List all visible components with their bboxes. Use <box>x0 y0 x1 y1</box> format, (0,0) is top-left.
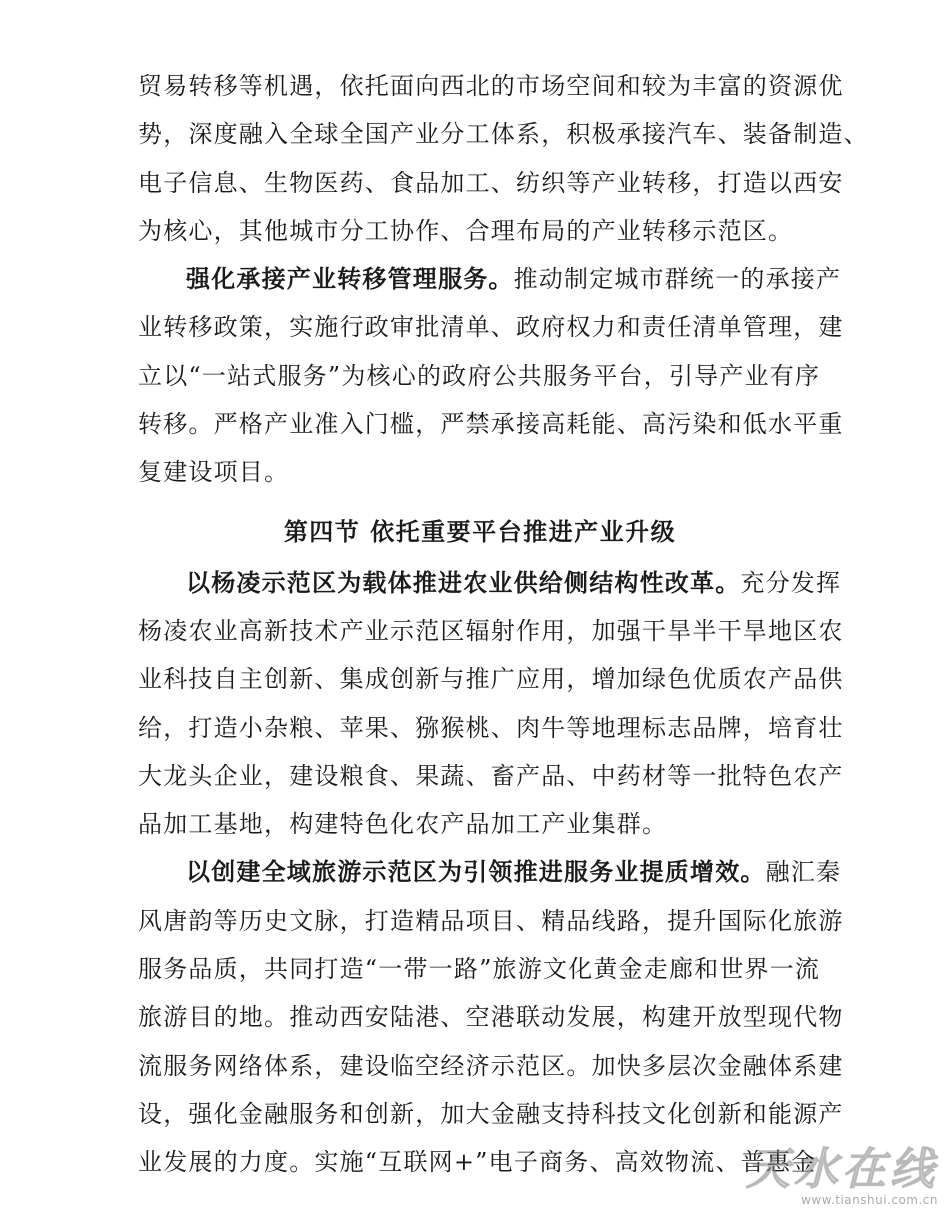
section-heading: 第四节 依托重要平台推进产业升级 <box>283 516 677 546</box>
paragraph-text: 充分发挥 <box>740 568 842 597</box>
text-line: 立以“一站式服务”为核心的政府公共服务平台，引导产业有序 <box>138 361 821 390</box>
text-line: 风唐韵等历史文脉，打造精品项目、精品线路，提升国际化旅游 <box>138 906 844 935</box>
text-line: 服务品质，共同打造“一带一路”旅游文化黄金走廊和世界一流 <box>138 955 821 984</box>
paragraph-lead: 以杨凌示范区为载体推进农业供给侧结构性改革。 <box>186 567 741 597</box>
paragraph-lead: 强化承接产业转移管理服务。 <box>186 264 514 294</box>
text-line: 流服务网络体系，建设临空经济示范区。加快多层次金融体系建 <box>138 1051 844 1080</box>
text-line: 设，强化金融服务和创新，加大金融支持科技文化创新和能源产 <box>138 1099 844 1128</box>
text-line: 业转移政策，实施行政审批清单、政府权力和责任清单管理，建 <box>138 313 844 342</box>
text-line: 杨凌农业高新技术产业示范区辐射作用，加强干旱半干旱地区农 <box>138 616 844 645</box>
paragraph-lead: 以创建全域旅游示范区为引领推进服务业提质增效。 <box>186 857 766 887</box>
text-line: 给，打造小杂粮、苹果、猕猴桃、肉牛等地理标志品牌，培育壮 <box>138 713 844 742</box>
text-line: 业科技自主创新、集成创新与推广应用，增加绿色优质农产品供 <box>138 665 844 694</box>
paragraph-text: 融汇秦 <box>765 858 842 887</box>
text-line: 复建设项目。 <box>138 458 290 487</box>
text-line: 为核心，其他城市分工协作、合理布局的产业转移示范区。 <box>138 216 794 245</box>
text-line: 电子信息、生物医药、食品加工、纺织等产业转移，打造以西安 <box>138 168 844 197</box>
text-line: 势，深度融入全球全国产业分工体系，积极承接汽车、装备制造、 <box>138 120 869 149</box>
watermark-url: www.tianshui.com.cn <box>801 1193 938 1207</box>
text-line: 业发展的力度。实施“互联网+”电子商务、高效物流、普惠金 <box>138 1148 817 1177</box>
watermark-logo: 天水在线 <box>746 1144 938 1195</box>
text-line: 品加工基地，构建特色化农产品加工产业集群。 <box>138 810 668 839</box>
paragraph <box>138 848 844 1186</box>
text-line: 贸易转移等机遇，依托面向西北的市场空间和较为丰富的资源优 <box>138 72 844 100</box>
text-line: 旅游目的地。推动西安陆港、空港联动发展，构建开放型现代物 <box>138 1003 844 1032</box>
paragraph <box>138 559 844 849</box>
paragraph-text: 推动制定城市群统一的承接产 <box>513 265 842 294</box>
text-line: 大龙头企业，建设粮食、果蔬、畜产品、中药材等一批特色农产 <box>138 761 844 790</box>
text-line: 转移。严格产业准入门槛，严禁承接高耗能、高污染和低水平重 <box>138 410 844 439</box>
text-line <box>138 848 842 896</box>
paragraph <box>138 62 869 255</box>
paragraph <box>138 255 844 496</box>
site-watermark <box>746 1144 938 1207</box>
text-line <box>138 255 842 303</box>
text-line <box>138 559 842 607</box>
